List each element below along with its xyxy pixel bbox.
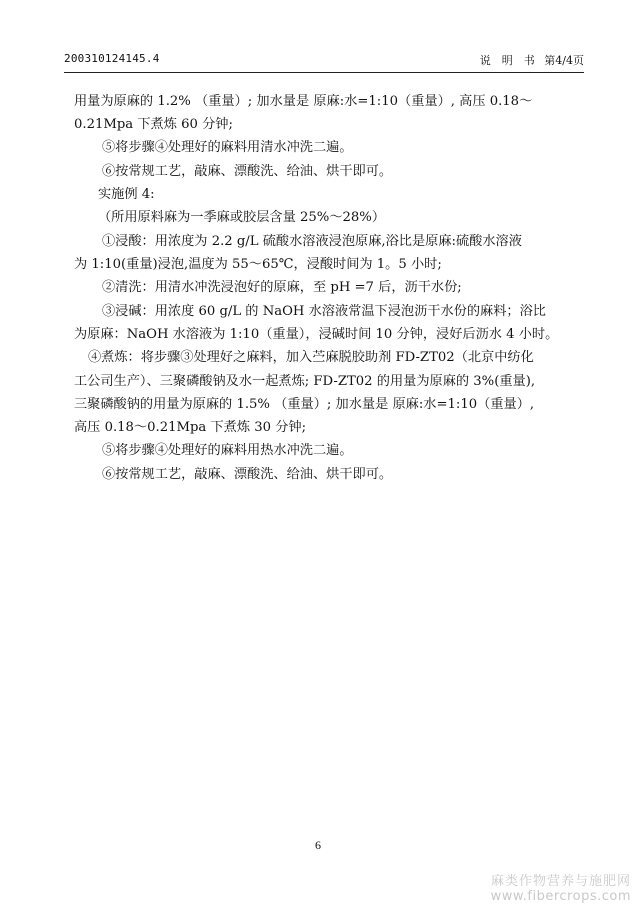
body-line: ②清洗：用清水冲洗浸泡好的原麻，至 pH =7 后，沥干水份;: [102, 280, 462, 295]
body-line: ⑥按常规工艺，敲麻、漂酸洗、给油、烘干即可。: [102, 467, 393, 482]
body-line: 高压 0.18～0.21Mpa 下煮炼 30 分钟;: [74, 420, 307, 435]
document-type: 说 明 书: [479, 54, 535, 67]
page-number: 6: [315, 838, 321, 852]
body-line: 为 1:10(重量)浸泡,温度为 55～65℃，浸酸时间为 1。5 小时;: [74, 257, 442, 272]
body-line: ⑤将步骤④处理好的麻料用热水冲洗二遍。: [102, 443, 353, 458]
body-line: 三聚磷酸钠的用量为原麻的 1.5% （重量）; 加水量是 原麻:水=1:10（重量）,: [74, 397, 535, 412]
body-line: ④煮炼：将步骤③处理好之麻料，加入苎麻脱胶助剂 FD-ZT02（北京中纺化: [88, 350, 534, 365]
body-line: ⑤将步骤④处理好的麻料用清水冲洗二遍。: [102, 140, 353, 155]
section-heading: 实施例 4:: [98, 187, 155, 202]
body-line: ①浸酸：用浓度为 2.2 g/L 硫酸水溶液浸泡原麻,浴比是原麻:硫酸水溶液: [102, 234, 522, 249]
document-number: 200310124145.4: [64, 52, 160, 65]
body-line: ⑥按常规工艺，敲麻、漂酸洗、给油、烘干即可。: [102, 164, 393, 179]
body-line: 用量为原麻的 1.2% （重量）; 加水量是 原麻:水=1:10（重量）, 高压 0.18～: [74, 94, 533, 109]
watermark-url: www.fibercrops.com: [490, 889, 631, 904]
page-info: 第4/4页: [544, 54, 584, 67]
body-line: （所用原料麻为一季麻或胶层含量 25%～28%）: [98, 210, 386, 225]
body-line: 工公司生产）、三聚磷酸钠及水一起煮炼; FD-ZT02 的用量为原麻的 3%(重量),: [74, 374, 536, 389]
watermark-title: 麻类作物营养与施肥网: [490, 874, 631, 889]
body-line: 为原麻：NaOH 水溶液为 1:10（重量），浸碱时间 10 分钟，浸好后沥水 4 小时。: [74, 327, 559, 342]
body-line: ③浸碱：用浓度 60 g/L 的 NaOH 水溶液常温下浸泡沥干水份的麻料；浴比: [102, 304, 546, 319]
body-line: 0.21Mpa 下煮炼 60 分钟;: [74, 117, 233, 132]
watermark: [491, 870, 631, 904]
